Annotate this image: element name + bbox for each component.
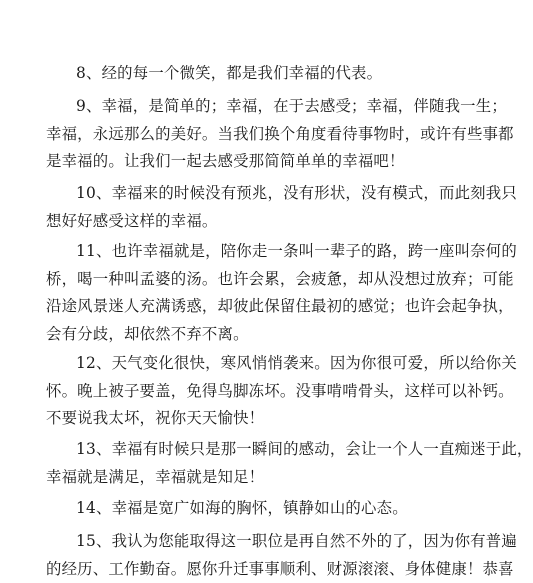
text-line: 15、我认为您能取得这一职位是再自然不外的了，因为你有普遍	[46, 528, 462, 556]
text-line: 12、天气变化很快，寒风悄悄袭来。因为你很可爱，所以给你关	[46, 350, 462, 378]
paragraph-14	[46, 495, 462, 523]
text-line: 想好好感受这样的幸福。	[46, 208, 462, 236]
text-line: 幸福，永远那么的美好。当我们换个角度看待事物时，或许有些事都	[46, 121, 462, 149]
text-line: 怀。晚上被子要盖，免得鸟脚冻坏。没事啃啃骨头，这样可以补钙。	[46, 378, 462, 406]
paragraph-13	[46, 436, 462, 491]
text-line: 桥，喝一种叫孟婆的汤。也许会累，会疲惫，却从没想过放弃；可能	[46, 266, 462, 294]
text-line: 不要说我太坏，祝你天天愉快！	[46, 405, 462, 433]
paragraph-12	[46, 350, 462, 433]
text-line: 10、幸福来的时候没有预兆，没有形状，没有模式，而此刻我只	[46, 180, 462, 208]
text-line: 幸福就是满足，幸福就是知足！	[46, 464, 462, 492]
paragraph-9	[46, 93, 462, 176]
paragraph-11	[46, 238, 462, 348]
text-line: 会有分歧，却依然不弃不离。	[46, 321, 462, 349]
text-line: 14、幸福是宽广如海的胸怀，镇静如山的心态。	[46, 495, 462, 523]
text-line: 9、幸福，是简单的；幸福，在于去感受；幸福，伴随我一生；	[46, 93, 462, 121]
text-line: 是幸福的。让我们一起去感受那简简单单的幸福吧！	[46, 148, 462, 176]
text-line: 13、幸福有时候只是那一瞬间的感动，会让一个人一直痴迷于此，	[46, 436, 462, 464]
text-line: 11、也许幸福就是，陪你走一条叫一辈子的路，跨一座叫奈何的	[46, 238, 462, 266]
text-line: 的经历、工作勤奋。愿你升迁事事顺利、财源滚滚、身体健康！恭喜	[46, 556, 462, 583]
paragraph-10	[46, 180, 462, 235]
paragraph-8	[46, 60, 462, 88]
text-line: 8、经的每一个微笑，都是我们幸福的代表。	[46, 60, 462, 88]
paragraph-15	[46, 528, 462, 583]
text-line: 沿途风景迷人充满诱惑，却彼此保留住最初的感觉；也许会起争执，	[46, 293, 462, 321]
